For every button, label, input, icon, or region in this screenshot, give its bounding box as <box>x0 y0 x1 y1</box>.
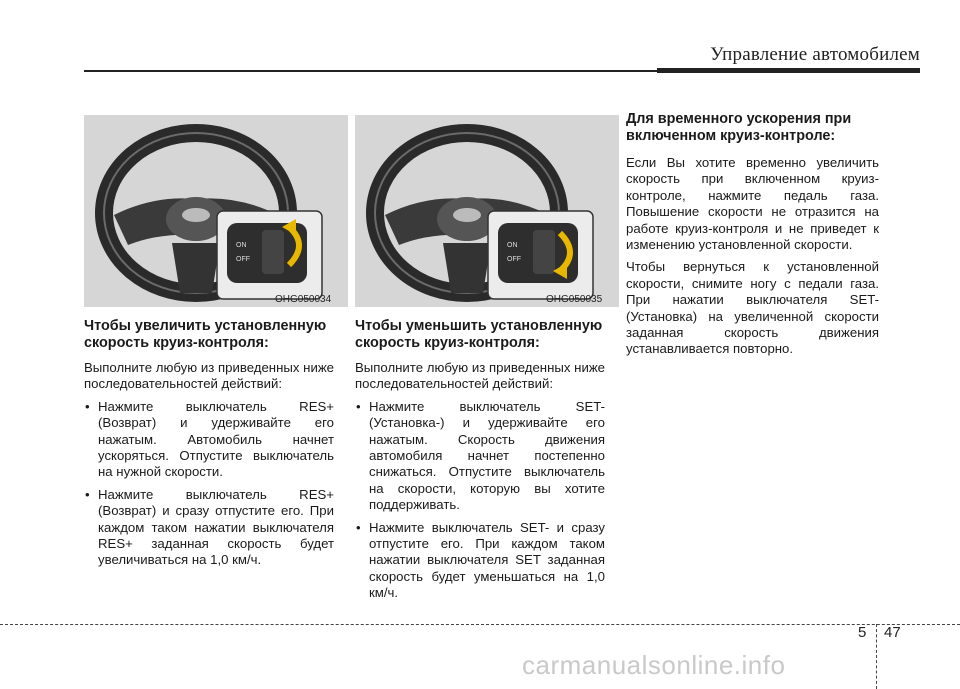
list-item: • Нажмите выключатель SET- (Установка-) и удерживайте его нажатым. Скорость движения автомобиля начнет постепенно снижаться. Отпустите выключатель на скорости, которую вы хотите поддерживать. <box>356 398 605 513</box>
figure-code: OHG050035 <box>546 294 603 305</box>
figure-set-down <box>355 115 619 307</box>
steering-wheel-set-down-illustration <box>355 115 619 307</box>
header-rule-thick <box>657 68 920 73</box>
section-temporary-acceleration <box>626 111 879 364</box>
section-intro: Выполните любую из приведенных ниже последовательностей действий: <box>355 360 605 392</box>
section-number: 5 <box>858 624 867 641</box>
footer-rule <box>0 624 960 625</box>
svg-text:OFF: OFF <box>236 256 250 263</box>
svg-text:OFF: OFF <box>507 256 521 263</box>
section-heading: Чтобы уменьшить установленную скорость круиз-контроля: <box>355 318 603 351</box>
page-number: 47 <box>884 624 901 641</box>
figure-code: OHG050034 <box>275 294 332 305</box>
section-heading: Для временного ускорения при включенном круиз-контроле: <box>626 111 852 144</box>
list-item: • Нажмите выключатель SET- и сразу отпустите его. При каждом таком нажатии выключателя SET заданная скорость будет уменьшаться на 1,0 км/ч. <box>356 519 605 601</box>
paragraph: Чтобы вернуться к установленной скорости, снимите ногу с педали газа. При нажатии выключателя SET- (Установка) на увеличенной скорости заданная скорость движения устанавливается повторно. <box>626 259 879 357</box>
watermark: carmanualsonline.info <box>522 650 786 680</box>
svg-text:ON: ON <box>236 242 247 249</box>
steering-wheel-res-up-illustration <box>84 115 348 307</box>
section-decrease-speed <box>355 318 605 608</box>
svg-text:ON: ON <box>507 242 518 249</box>
paragraph: Если Вы хотите временно увеличить скорость при включенном круиз-контроле, нажмите педаль газа. Повышение скорости не отразится на работе круиз-контроля и не приведет к изменению установленной скорости. <box>626 155 879 253</box>
list-item: • Нажмите выключатель RES+ (Возврат) и сразу отпустите его. При каждом таком нажатии выключателя RES+ заданная скорость будет увеличиваться на 1,0 км/ч. <box>85 486 334 568</box>
section-heading: Чтобы увеличить установленную скорость круиз-контроля: <box>84 318 327 351</box>
page-header-title: Управление автомобилем <box>710 44 920 65</box>
footer-divider <box>876 624 877 689</box>
section-intro: Выполните любую из приведенных ниже последовательностей действий: <box>84 360 334 392</box>
list-item: • Нажмите выключатель RES+ (Возврат) и удерживайте его нажатым. Автомобиль начнет ускоряться. Отпустите выключатель на нужной скорости. <box>85 398 334 480</box>
section-increase-speed <box>84 318 334 575</box>
figure-res-up <box>84 115 348 307</box>
bullet-list <box>355 399 605 602</box>
bullet-list <box>84 399 334 569</box>
